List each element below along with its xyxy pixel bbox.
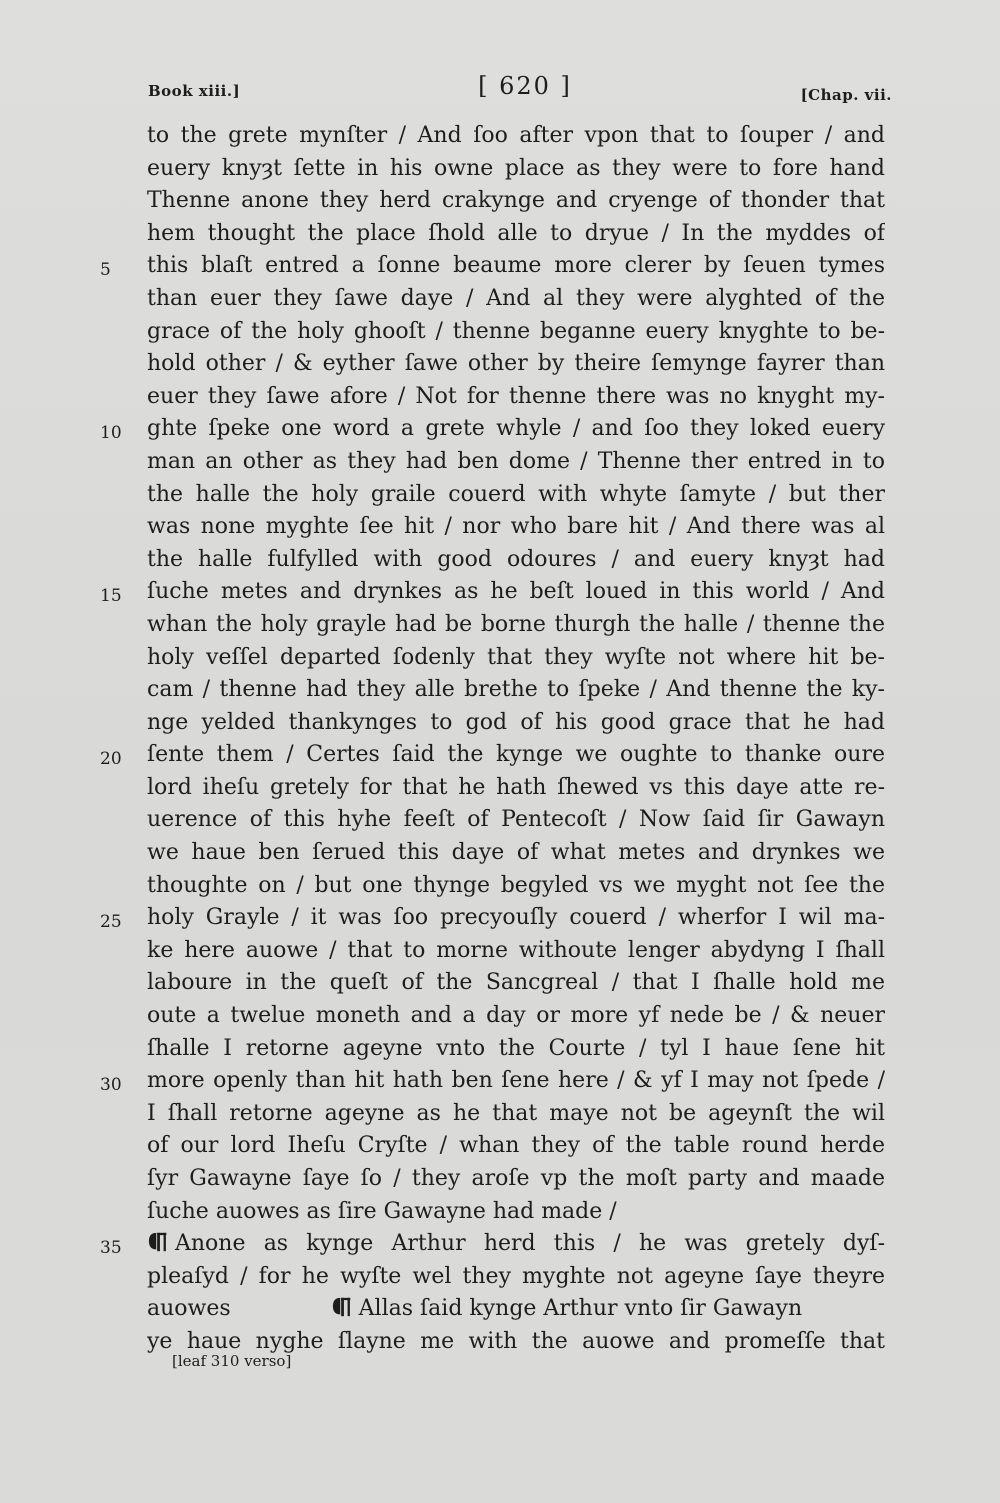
line-text: whan the holy grayle had be borne thurgh the halle / thenne the bbox=[147, 611, 885, 637]
line-number: 5 bbox=[100, 260, 111, 281]
body-text bbox=[0, 120, 1000, 1359]
line-text: Anone as kynge Arthur herd this / he was gretely dyſ- bbox=[175, 1231, 885, 1257]
line-text: grace of the holy ghooſt / thenne beganne euery knyghte to be- bbox=[147, 318, 885, 344]
text-line bbox=[0, 511, 1000, 544]
line-text: ye haue nyghe ſlayne me with the auowe and promeſſe that bbox=[147, 1328, 885, 1354]
line-text: I ſhall retorne ageyne as he that maye not be ageynſt the wil bbox=[147, 1100, 885, 1126]
leaf-note: [leaf 310 verso] bbox=[172, 1352, 292, 1370]
text-line bbox=[0, 902, 1000, 935]
line-text: holy veſſel departed ſodenly that they wyſte not where hit be- bbox=[147, 644, 885, 670]
text-line bbox=[0, 185, 1000, 218]
text-line bbox=[0, 1163, 1000, 1196]
pilcrow-icon bbox=[147, 1231, 171, 1253]
line-text: man an other as they had ben dome / Thenne ther entred in to bbox=[147, 448, 885, 474]
text-line bbox=[0, 1130, 1000, 1163]
page-number: [ 620 ] bbox=[478, 72, 572, 100]
line-text: than euer they ſawe daye / And al they were alyghted of the bbox=[147, 285, 885, 311]
line-text: nge yelded thankynges to god of his good grace that he had bbox=[147, 709, 885, 735]
text-line bbox=[0, 120, 1000, 153]
line-text: this blaſt entred a ſonne beaume more clerer by ſeuen tymes bbox=[147, 253, 885, 279]
text-line bbox=[0, 1065, 1000, 1098]
text-line bbox=[0, 381, 1000, 414]
running-head-book: Book xiii.] bbox=[148, 82, 241, 100]
line-text: ſente them / Certes ſaid the kynge we oughte to thanke oure bbox=[147, 742, 885, 768]
line-text: ghte ſpeke one word a grete whyle / and ſoo they loked euery bbox=[147, 416, 885, 442]
text-line bbox=[0, 1196, 1000, 1229]
line-text: ſhalle I retorne ageyne vnto the Courte / tyl I haue ſene hit bbox=[147, 1035, 885, 1061]
text-line bbox=[0, 316, 1000, 349]
line-text: more openly than hit hath ben ſene here / & yf I may not ſpede / bbox=[147, 1068, 885, 1094]
line-number: 30 bbox=[100, 1075, 122, 1096]
line-text: the halle the holy graile couerd with whyte ſamyte / but ther bbox=[147, 481, 885, 507]
text-line bbox=[0, 609, 1000, 642]
line-text: ſyr Gawayne ſaye ſo / they aroſe vp the moſt party and maade bbox=[147, 1166, 885, 1191]
line-text: hold other / & eyther ſawe other by theire ſemynge fayrer than bbox=[147, 351, 885, 377]
text-line bbox=[0, 674, 1000, 707]
line-text: we haue ben ſerued this daye of what metes and drynkes we bbox=[147, 840, 885, 866]
text-line bbox=[0, 739, 1000, 772]
pilcrow-icon bbox=[331, 1296, 355, 1318]
text-line bbox=[0, 1293, 1000, 1326]
line-text: ke here auowe / that to morne withoute lenger abydyng I ſhall bbox=[147, 937, 885, 963]
line-text: to the grete mynſter / And ſoo after vpon that to ſouper / and bbox=[147, 123, 885, 148]
text-line bbox=[0, 576, 1000, 609]
text-line bbox=[0, 1098, 1000, 1131]
line-text: of our lord Iheſu Cryſte / whan they of the table round herde bbox=[147, 1133, 885, 1159]
line-text: euery knyȝt ſette in his owne place as they were to fore hand bbox=[147, 155, 885, 181]
text-line bbox=[0, 870, 1000, 903]
text-line bbox=[0, 804, 1000, 837]
text-line bbox=[0, 935, 1000, 968]
line-text: lord iheſu gretely for that he hath ſhewed vs this daye atte re- bbox=[147, 774, 885, 800]
text-line bbox=[0, 218, 1000, 251]
text-line bbox=[0, 413, 1000, 446]
line-text: auowes bbox=[147, 1296, 231, 1322]
line-text: hem thought the place ſhold alle to dryue / In the myddes of bbox=[147, 220, 885, 246]
text-line bbox=[0, 348, 1000, 381]
text-line bbox=[0, 967, 1000, 1000]
line-number: 20 bbox=[100, 749, 122, 770]
line-text: holy Grayle / it was ſoo precyouſly couerd / wherfor I wil ma- bbox=[147, 905, 885, 931]
line-text: Thenne anone they herd crakynge and cryenge of thonder that bbox=[147, 188, 885, 214]
text-line bbox=[0, 153, 1000, 186]
line-text: the halle fulfylled with good odoures / and euery knyȝt had bbox=[147, 546, 885, 572]
text-line bbox=[0, 1326, 1000, 1359]
text-line bbox=[0, 1033, 1000, 1066]
line-number: 10 bbox=[100, 423, 122, 444]
line-text: pleaſyd / for he wyſte wel they myghte not ageyne ſaye theyre bbox=[147, 1263, 885, 1289]
line-text: laboure in the queſt of the Sancgreal / that I ſhalle hold me bbox=[147, 970, 885, 996]
text-line bbox=[0, 1261, 1000, 1294]
text-line bbox=[0, 707, 1000, 740]
line-text: oute a twelue moneth and a day or more yf nede be / & neuer bbox=[147, 1003, 885, 1029]
text-line bbox=[0, 642, 1000, 675]
line-text: Allas ſaid kynge Arthur vnto ſir Gawayn bbox=[358, 1296, 803, 1322]
line-text: euer they ſawe afore / Not for thenne there was no knyght my- bbox=[147, 383, 885, 409]
text-line bbox=[0, 283, 1000, 316]
running-head-chapter: [Chap. vii. bbox=[800, 86, 892, 104]
text-line bbox=[0, 1228, 1000, 1261]
line-text: thoughte on / but one thynge begyled vs we myght not ſee the bbox=[147, 872, 885, 898]
line-text: ſuche auowes as ſire Gawayne had made / bbox=[147, 1198, 617, 1224]
line-text: ſuche metes and drynkes as he beſt loued in this world / And bbox=[147, 579, 885, 605]
line-number: 35 bbox=[100, 1238, 122, 1259]
text-line bbox=[0, 1000, 1000, 1033]
text-line bbox=[0, 446, 1000, 479]
line-text: cam / thenne had they alle brethe to ſpeke / And thenne the ky- bbox=[147, 677, 885, 703]
text-line bbox=[0, 250, 1000, 283]
line-text: was none myghte ſee hit / nor who bare hit / And there was al bbox=[147, 514, 885, 540]
text-line bbox=[0, 479, 1000, 512]
line-number: 25 bbox=[100, 912, 122, 933]
line-text: uerence of this hyhe feeſt of Pentecoſt / Now ſaid ſir Gawayn bbox=[147, 807, 885, 833]
text-line bbox=[0, 544, 1000, 577]
text-line bbox=[0, 772, 1000, 805]
line-number: 15 bbox=[100, 586, 122, 607]
text-line bbox=[0, 837, 1000, 870]
